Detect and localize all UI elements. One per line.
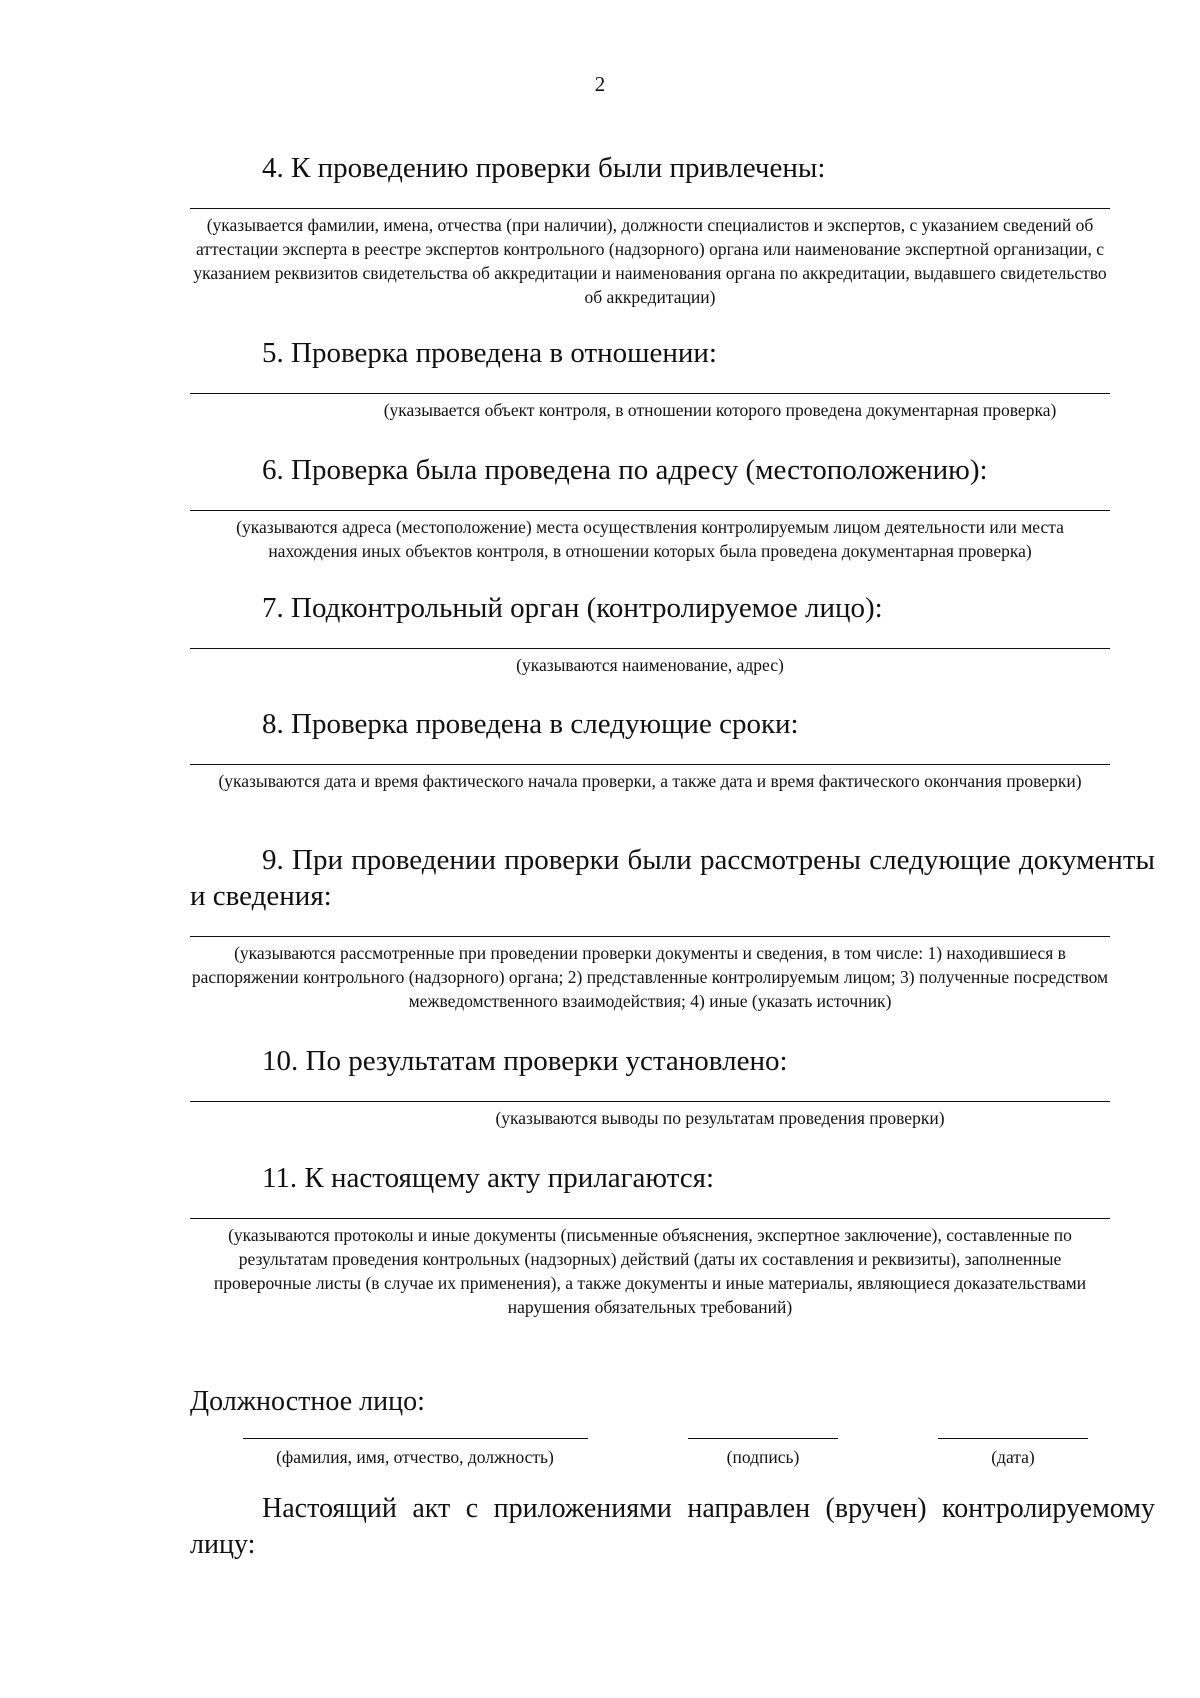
- fill-in-line: [190, 1218, 1110, 1219]
- section-note: (указываются рассмотренные при проведении проверки документы и сведения, в том числе: 1) находившиеся в распоряжении контрольного (надзорного) органа; 2) представленные контролируемым лицом; 3) полученные посредством межведомственного взаимодействия; 4) иные (указать источник): [191, 943, 1109, 1011]
- section-note: (указываются дата и время фактического начала проверки, а также дата и время фактического окончания проверки): [218, 771, 1082, 791]
- section-9: [190, 842, 1155, 1013]
- fill-in-line: [190, 208, 1110, 209]
- section-heading: 11. К настоящему акту прилагаются:: [262, 1162, 715, 1194]
- section-heading: 8. Проверка проведена в следующие сроки:: [262, 708, 799, 740]
- section-6: [190, 452, 1110, 563]
- fill-in-line: [190, 510, 1110, 511]
- date-label: (дата): [991, 1447, 1035, 1467]
- section-heading: 6. Проверка была проведена по адресу (местоположению):: [262, 454, 988, 486]
- section-7: [190, 590, 1110, 677]
- section-10: [190, 1043, 1110, 1130]
- section-note: (указываются протоколы и иные документы (письменные объяснения, экспертное заключение), составленные по результатам проведения контрольных (надзорных) действий (даты их составления и реквизиты), заполненные проверочные листы (в случае их применения), а также документы и иные материалы, являющиеся доказательствами нарушения обязательных требований): [213, 1225, 1087, 1317]
- name-line: [243, 1438, 588, 1439]
- date-line: [938, 1438, 1088, 1439]
- section-heading: 9. При проведении проверки были рассмотрены следующие документы и сведения:: [190, 844, 1155, 912]
- section-note: (указываются выводы по результатам проведения проверки): [495, 1108, 945, 1128]
- section-heading: 4. К проведению проверки были привлечены:: [262, 152, 826, 184]
- signature-line: [688, 1438, 838, 1439]
- section-note: (указываются наименование, адрес): [516, 655, 784, 675]
- page-number: 2: [594, 72, 606, 96]
- fill-in-line: [190, 936, 1110, 937]
- section-note: (указывается объект контроля, в отношении которого проведена документарная проверка): [383, 400, 1057, 420]
- section-heading: 10. По результатам проверки установлено:: [262, 1045, 788, 1077]
- name-label: (фамилия, имя, отчество, должность): [276, 1447, 554, 1467]
- delivery-statement: Настоящий акт с приложениями направлен (вручен) контролируемому лицу:: [190, 1493, 1155, 1560]
- section-4: [190, 150, 1110, 309]
- fill-in-line: [190, 1101, 1110, 1102]
- fill-in-line: [190, 764, 1110, 765]
- fill-in-line: [190, 393, 1110, 394]
- section-8: [190, 706, 1110, 793]
- official-signature-title: Должностное лицо:: [190, 1386, 425, 1417]
- signature-label: (подпись): [726, 1447, 800, 1467]
- section-heading: 7. Подконтрольный орган (контролируемое лицо):: [262, 592, 883, 624]
- section-11: [190, 1160, 1110, 1319]
- fill-in-line: [190, 648, 1110, 649]
- section-5: [190, 335, 1110, 422]
- section-note: (указывается фамилии, имена, отчества (при наличии), должности специалистов и экспертов, с указанием сведений об аттестации эксперта в реестре экспертов контрольного (надзорного) органа или наименование экспертной организации, с указанием реквизитов свидетельства об аккредитации и наименования органа по аккредитации, выдавшего свидетельство об аккредитации): [193, 215, 1107, 307]
- section-note: (указываются адреса (местоположение) места осуществления контролируемым лицом деятельности или места нахождения иных объектов контроля, в отношении которых была проведена документарная проверка): [236, 517, 1064, 561]
- section-heading: 5. Проверка проведена в отношении:: [262, 337, 717, 369]
